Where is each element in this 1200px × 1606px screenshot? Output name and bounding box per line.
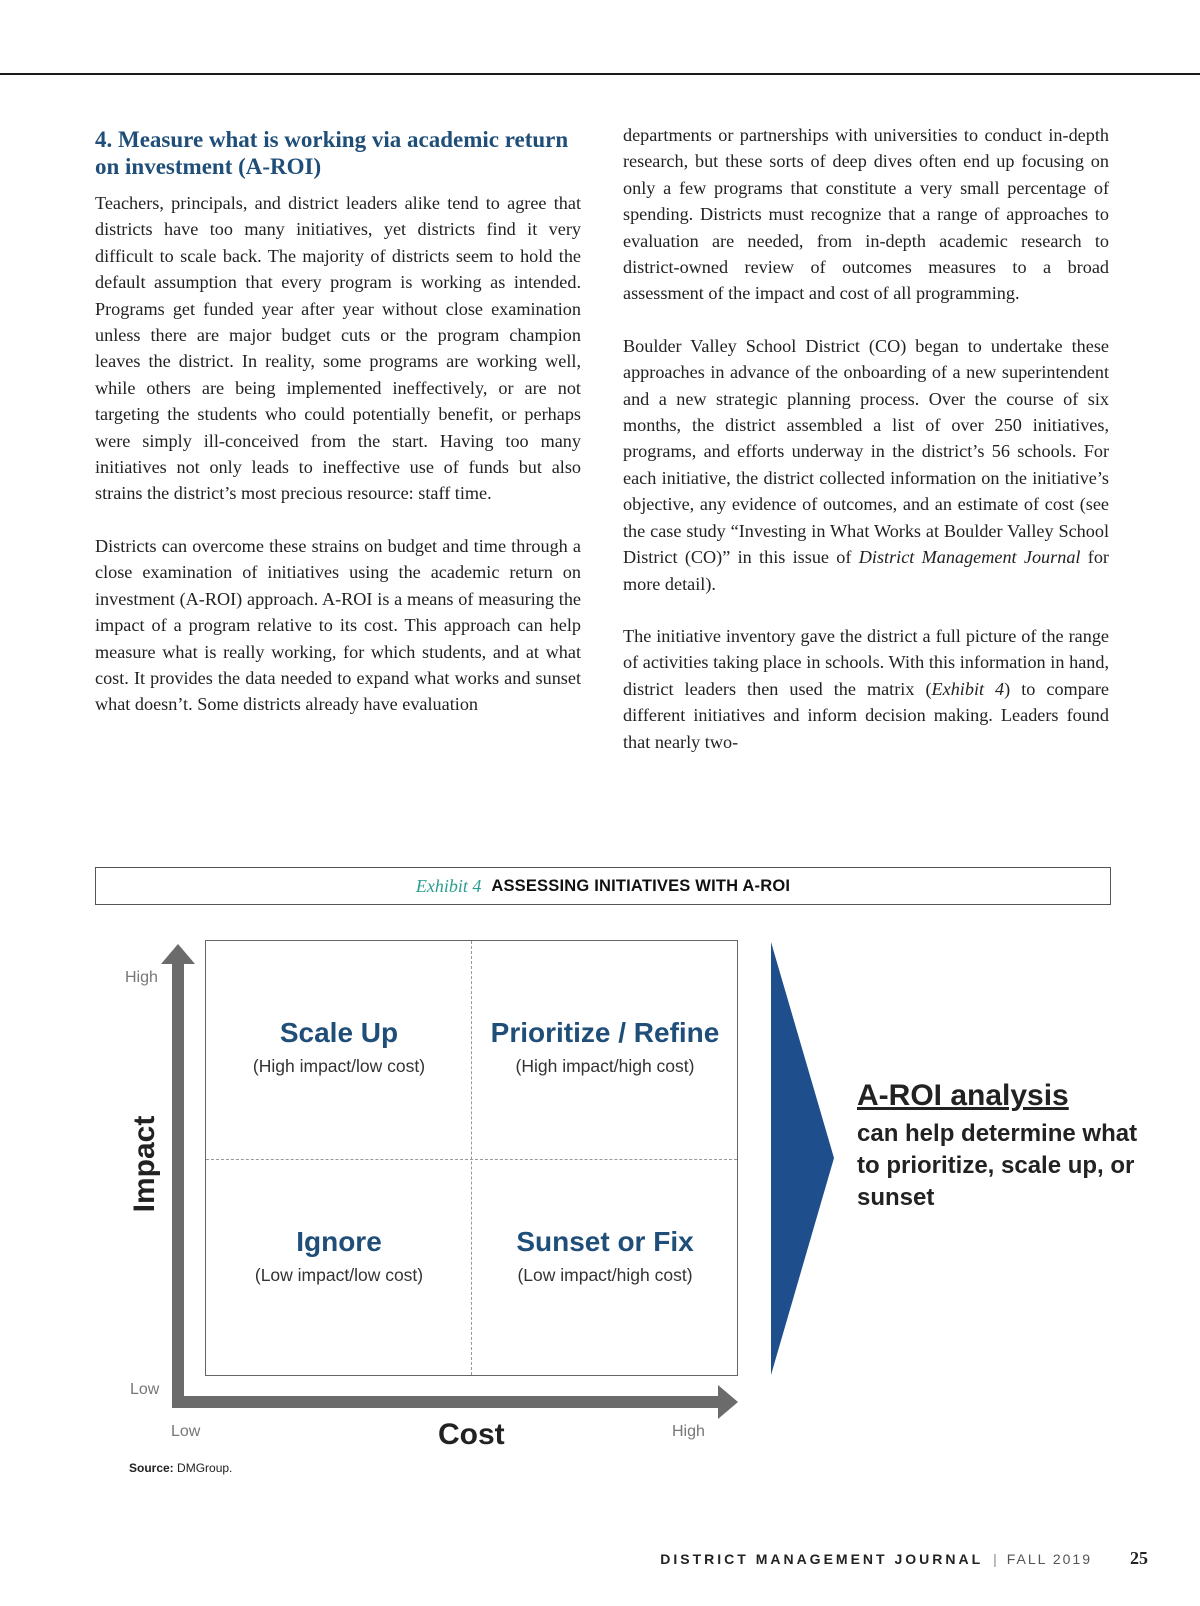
exhibit-label: Exhibit 4: [415, 875, 482, 896]
callout-title: A-ROI analysis: [857, 1079, 1069, 1112]
quadrant-title: Scale Up: [279, 1017, 399, 1048]
y-axis-high-label: High: [125, 969, 158, 986]
quadrant-subtitle: (High impact/low cost): [252, 1056, 426, 1076]
exhibit-title: ASSESSING INITIATIVES WITH A-ROI: [491, 876, 791, 895]
source-note: [129, 1461, 232, 1475]
quadrant-sunset-or-fix: [472, 1225, 738, 1286]
x-axis-title: Cost: [438, 1418, 505, 1451]
journal-title-italic: District Management Journal: [858, 547, 1081, 568]
quadrant-subtitle: (High impact/high cost): [515, 1056, 695, 1076]
right-paragraph-1: departments or partnerships with universities to conduct in-depth research, but these sorts of deep dives often end up focusing on only a few programs that constitute a very small percentage of spending. Districts must recognize that a range of approaches to evaluation are needed, from in-depth academic research to district-owned review of outcomes measures to a broad assessment of the impact and cost of all programming.: [623, 125, 1109, 304]
right-paragraph-3-start: The initiative inventory gave the district a full picture of the range of activities taking place in schools. With this information in hand, district leaders then used the matrix (: [623, 625, 1109, 699]
y-axis-title: Impact: [128, 1115, 161, 1213]
chevron-arrow-icon: [771, 942, 834, 1375]
source-text: DMGroup.: [177, 1461, 233, 1475]
quadrant-title: Prioritize / Refine: [490, 1017, 720, 1048]
quadrant-title: Sunset or Fix: [516, 1226, 694, 1257]
page-footer: [660, 1548, 1148, 1569]
right-paragraph-2-start: Boulder Valley School District (CO) began to undertake these approaches in advance of the onboarding of a new superintendent and a new strategic planning process. Over the course of six months, the district assembled a list of over 250 initiatives, programs, and efforts underway in the district’s 56 schools. For each initiative, the district collected information on the initiative’s objective, any evidence of outcomes, and an estimate of cost (see the case study “Investing in What Works at Boulder Valley School District (CO)” in this issue of: [623, 335, 1109, 568]
section-heading: 4. Measure what is working via academic return on investment (A-ROI): [95, 127, 569, 179]
y-axis-arrowhead: [161, 944, 195, 964]
callout-body: can help determine what to prioritize, scale up, or sunset: [857, 1120, 1138, 1211]
x-axis-bar: [172, 1396, 720, 1408]
quadrant-subtitle: (Low impact/high cost): [517, 1265, 693, 1285]
right-paragraph-3-end: ) to compare different initiatives and inform decision making. Leaders found that nearly two-: [623, 678, 1109, 752]
quadrant-subtitle: (Low impact/low cost): [254, 1265, 424, 1285]
footer-separator: |: [993, 1551, 997, 1567]
aroi-matrix: [205, 940, 738, 1376]
y-axis-low-label: Low: [130, 1381, 160, 1398]
left-paragraph-2: Districts can overcome these strains on budget and time through a close examination of initiatives using the academic return on investment (A-ROI) approach. A-ROI is a means of measuring the impact of a program relative to its cost. This approach can help measure what is really working, for which students, and at what cost. It provides the data needed to expand what works and sunset what doesn’t. Some districts already have evaluation: [95, 535, 581, 715]
quadrant-title: Ignore: [296, 1226, 382, 1257]
y-axis-bar: [172, 963, 184, 1408]
x-axis-high-label: High: [672, 1423, 705, 1440]
source-label: Source:: [129, 1461, 174, 1475]
x-axis-arrowhead: [718, 1385, 738, 1419]
left-paragraph-1: Teachers, principals, and district leaders alike tend to agree that districts have too many initiatives, yet districts find it very difficult to scale back. The majority of districts seem to hold the default assumption that every program is working as intended. Programs get funded year after year without close examination unless there are major budget cuts or the program champion leaves the district. In reality, some programs are working well, while others are being implemented ineffectively, or are not targeting the students who could potentially benefit, or perhaps were simply ill-conceived from the start. Having too many initiatives not only leads to ineffective use of funds but also strains the district’s most precious resource: staff time.: [95, 193, 581, 504]
right-paragraph-2-end: for more detail).: [623, 547, 1109, 594]
x-axis-low-label: Low: [171, 1423, 201, 1440]
quadrant-ignore: [206, 1225, 472, 1286]
quadrant-scale-up: [206, 1016, 472, 1077]
exhibit-reference-italic: Exhibit 4: [931, 678, 1005, 699]
horizontal-divider: [206, 1159, 737, 1160]
aroi-callout: [857, 1078, 1147, 1214]
vertical-divider: [471, 941, 472, 1375]
quadrant-prioritize-refine: [472, 1016, 738, 1077]
footer-journal-name: DISTRICT MANAGEMENT JOURNAL: [660, 1551, 984, 1567]
page-number: 25: [1130, 1548, 1148, 1568]
footer-issue: FALL 2019: [1006, 1551, 1092, 1567]
